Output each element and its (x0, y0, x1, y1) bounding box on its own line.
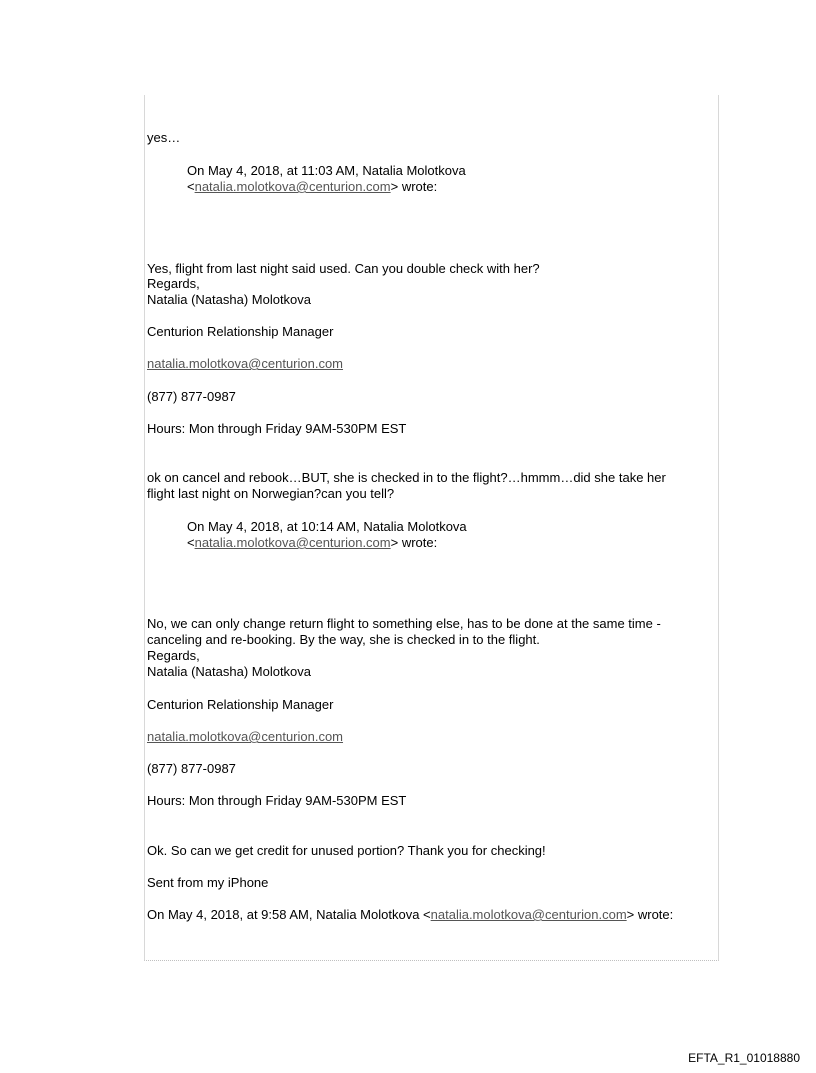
message-body: Yes, flight from last night said used. Can you double check with her? (147, 261, 540, 276)
email-link[interactable]: natalia.molotkova@centurion.com (147, 729, 344, 744)
message-body: flight last night on Norwegian?can you tell? (147, 486, 395, 501)
email-link[interactable]: natalia.molotkova@centurion.com (194, 535, 391, 550)
bracket: < (187, 179, 195, 194)
quote-header: On May 4, 2018, at 11:03 AM, Natalia Molotkova (187, 163, 466, 178)
email-link[interactable]: natalia.molotkova@centurion.com (430, 907, 627, 922)
sender-title: Centurion Relationship Manager (147, 324, 334, 339)
message-body: canceling and re-booking. By the way, she is checked in to the flight. (147, 632, 540, 647)
message-body: ok on cancel and rebook…BUT, she is checked in to the flight?…hmmm…did she take her (147, 470, 666, 485)
sender-email (147, 729, 343, 744)
quote-header: On May 4, 2018, at 10:14 AM, Natalia Molotkova (187, 519, 467, 534)
quote-header-email-line (187, 535, 437, 550)
sender-phone: (877) 877-0987 (147, 761, 236, 776)
email-link[interactable]: natalia.molotkova@centurion.com (194, 179, 391, 194)
regards: Regards, (147, 276, 200, 291)
quote-header (147, 907, 673, 922)
quote-header-email-line (187, 179, 437, 194)
wrote-suffix: > wrote: (390, 535, 438, 550)
sender-hours: Hours: Mon through Friday 9AM-530PM EST (147, 421, 407, 436)
message-body: No, we can only change return flight to something else, has to be done at the same time - (147, 616, 661, 631)
reply-text: yes… (147, 130, 181, 145)
sender-title: Centurion Relationship Manager (147, 697, 334, 712)
signature: Sent from my iPhone (147, 875, 269, 890)
bracket: < (187, 535, 195, 550)
sender-hours: Hours: Mon through Friday 9AM-530PM EST (147, 793, 407, 808)
quote-prefix: On May 4, 2018, at 9:58 AM, Natalia Molotkova < (147, 907, 431, 922)
sender-email (147, 356, 343, 371)
sender-name: Natalia (Natasha) Molotkova (147, 664, 312, 679)
sender-phone: (877) 877-0987 (147, 389, 236, 404)
wrote-suffix: > wrote: (390, 179, 438, 194)
wrote-suffix: > wrote: (626, 907, 674, 922)
message-body: Ok. So can we get credit for unused portion? Thank you for checking! (147, 843, 546, 858)
email-link[interactable]: natalia.molotkova@centurion.com (147, 356, 344, 371)
document-id: EFTA_R1_01018880 (688, 1051, 800, 1065)
regards: Regards, (147, 648, 200, 663)
sender-name: Natalia (Natasha) Molotkova (147, 292, 312, 307)
